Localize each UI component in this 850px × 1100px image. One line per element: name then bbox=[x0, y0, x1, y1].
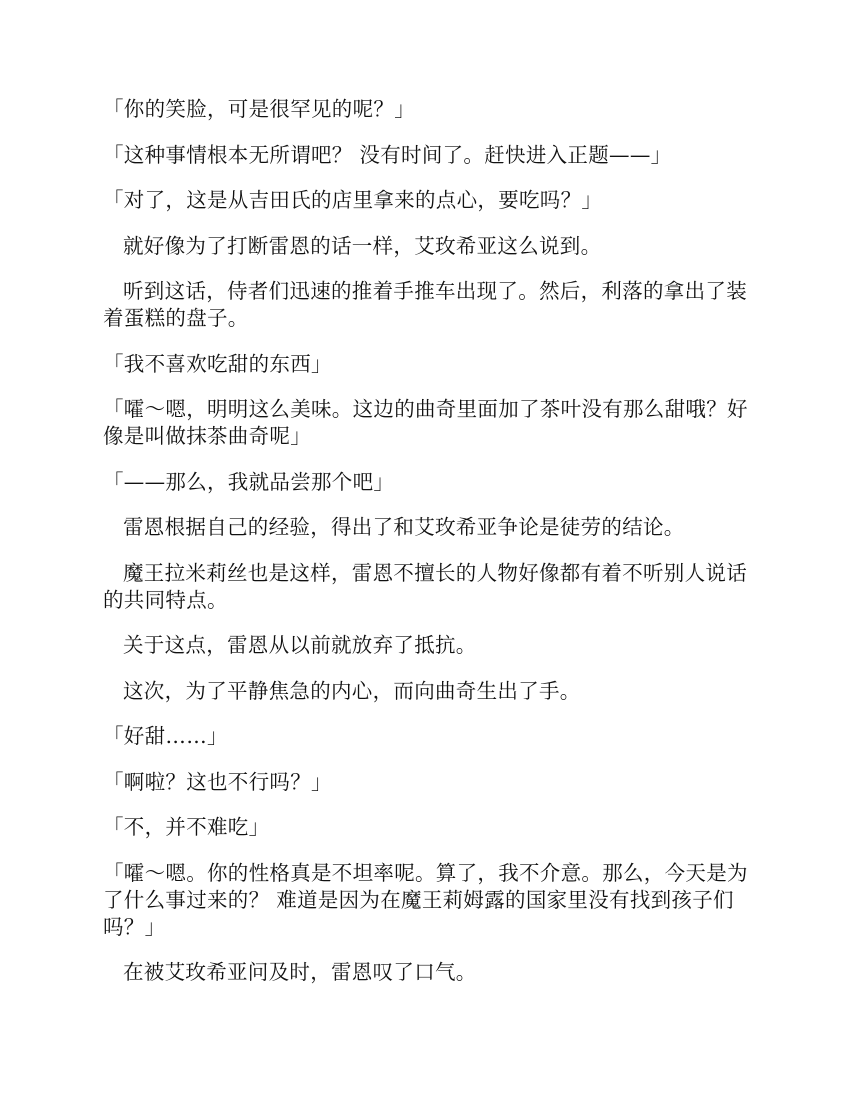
dialogue-paragraph: 「这种事情根本无所谓吧？ 没有时间了。赶快进入正题——」 bbox=[103, 142, 672, 167]
narration-paragraph: 在被艾玫希亚问及时，雷恩叹了口气。 bbox=[123, 960, 477, 984]
dialogue-paragraph: 「对了，这是从吉田氏的店里拿来的点心，要吃吗？」 bbox=[103, 188, 603, 212]
dialogue-paragraph: 「你的笑脸，可是很罕见的呢？」 bbox=[103, 97, 415, 121]
narration-paragraph: 这次，为了平静焦急的内心，而向曲奇生出了手。 bbox=[123, 678, 581, 703]
narration-paragraph: 就好像为了打断雷恩的话一样，艾玫希亚这么说到。 bbox=[123, 233, 602, 258]
dialogue-paragraph: 「嚯～嗯，明明这么美味。这边的曲奇里面加了茶叶没有那么甜哦？好像是叫做抹茶曲奇呢」 bbox=[103, 397, 748, 448]
document-page bbox=[103, 96, 749, 1005]
narration-paragraph: 关于这点，雷恩从以前就放弃了抵抗。 bbox=[123, 633, 477, 657]
narration-paragraph: 魔王拉米莉丝也是这样，雷恩不擅长的人物好像都有着不听别人说话的共同特点。 bbox=[103, 560, 747, 612]
dialogue-paragraph: 「嚯～嗯。你的性格真是不坦率呢。算了，我不介意。那么，今天是为了什么事过来的？ 难道是因为在魔王莉姆露的国家里没有找到孩子们吗？」 bbox=[103, 860, 748, 939]
dialogue-paragraph: 「啊啦？这也不行吗？」 bbox=[103, 769, 332, 794]
dialogue-paragraph: 「——那么，我就品尝那个吧」 bbox=[103, 469, 395, 494]
dialogue-paragraph: 「我不喜欢吃甜的东西」 bbox=[103, 351, 332, 376]
dialogue-paragraph: 「不，并不难吃」 bbox=[103, 815, 270, 839]
narration-paragraph: 听到这话，侍者们迅速的推着手推车出现了。然后，利落的拿出了装着蛋糕的盘子。 bbox=[103, 279, 747, 330]
narration-paragraph: 雷恩根据自己的经验，得出了和艾玫希亚争论是徒劳的结论。 bbox=[123, 515, 685, 539]
dialogue-paragraph: 「好甜……」 bbox=[103, 724, 228, 748]
